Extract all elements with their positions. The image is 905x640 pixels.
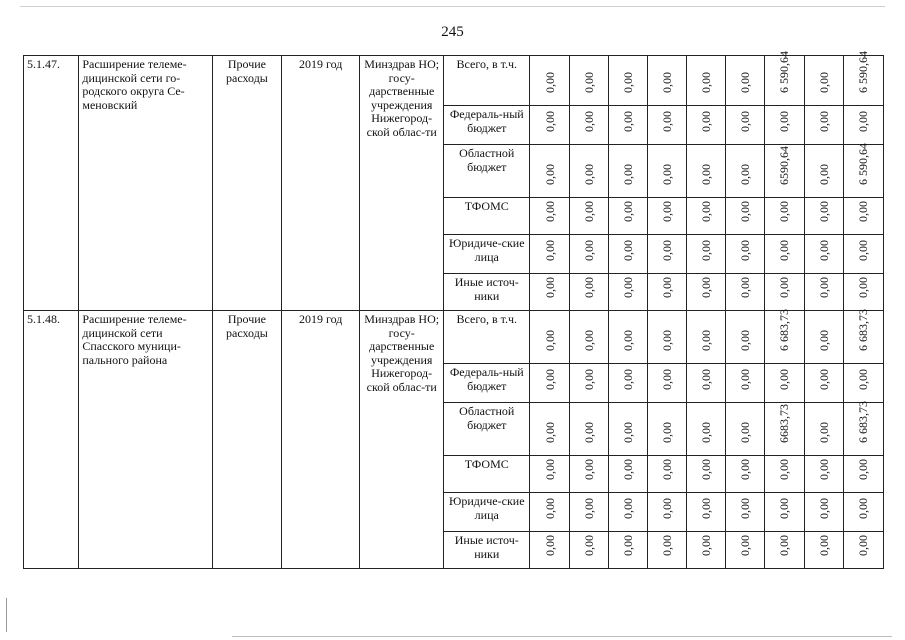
row-year: 2019 год — [282, 311, 360, 569]
value-cell — [804, 364, 843, 403]
value-cell — [804, 311, 843, 364]
value-cell — [530, 493, 570, 532]
margin-mark — [6, 598, 7, 632]
value-cell — [570, 106, 609, 145]
value-text: 0,00 — [816, 498, 831, 519]
value-cell — [530, 56, 570, 106]
value-cell — [570, 198, 609, 235]
value-text: 0,00 — [621, 164, 636, 185]
value-cell — [648, 311, 687, 364]
value-text: 0,00 — [738, 277, 752, 298]
value-text: 6683,73 — [777, 404, 792, 443]
value-cell — [687, 532, 726, 569]
value-text: 0,00 — [582, 535, 597, 556]
value-text: 0,00 — [738, 369, 752, 390]
source-name: Федераль-ный бюджет — [444, 106, 530, 145]
value-cell — [804, 274, 843, 311]
value-text: 0,00 — [621, 201, 636, 222]
value-cell — [609, 493, 648, 532]
table-row — [24, 56, 884, 106]
value-text: 6 590,64 — [856, 143, 871, 185]
value-cell — [843, 51, 883, 106]
value-text: 0,00 — [621, 369, 636, 390]
value-cell — [764, 403, 804, 456]
value-text: 0,00 — [660, 201, 675, 222]
value-text: 0,00 — [699, 369, 714, 390]
value-text: 0,00 — [738, 201, 752, 222]
value-cell — [843, 198, 883, 235]
value-cell — [570, 145, 609, 198]
value-cell — [726, 364, 765, 403]
value-cell — [764, 198, 804, 235]
row-category: Прочие расходы — [212, 311, 282, 569]
value-cell — [764, 456, 804, 493]
value-cell — [726, 198, 765, 235]
value-text: 0,00 — [542, 498, 557, 519]
source-name: Областной бюджет — [444, 145, 530, 198]
budget-table — [23, 51, 884, 569]
value-text: 0,00 — [542, 459, 557, 480]
value-text: 0,00 — [816, 164, 831, 185]
value-text: 0,00 — [738, 535, 752, 556]
row-executor: Минздрав НО; госу-дарственные учреждения Нижегород-ской облас-ти — [360, 311, 444, 569]
value-text: 0,00 — [699, 330, 714, 351]
value-cell — [764, 364, 804, 403]
value-cell — [530, 403, 570, 456]
value-text: 0,00 — [542, 369, 557, 390]
value-text: 0,00 — [738, 164, 752, 185]
value-cell — [764, 51, 804, 106]
value-text: 0,00 — [856, 201, 871, 222]
value-text: 0,00 — [856, 498, 871, 519]
value-text: 0,00 — [699, 111, 714, 132]
value-cell — [609, 456, 648, 493]
value-text: 0,00 — [542, 201, 557, 222]
value-text: 0,00 — [699, 535, 714, 556]
value-text: 0,00 — [699, 201, 714, 222]
value-cell — [687, 311, 726, 364]
value-cell — [726, 56, 765, 106]
row-title: Расширение телеме-дицинской сети го-родского округа Се-меновский — [79, 56, 212, 311]
row-executor: Минздрав НО; госу-дарственные учреждения Нижегород-ской облас-ти — [360, 56, 444, 311]
table-row — [24, 311, 884, 364]
value-cell — [843, 403, 883, 456]
value-cell — [726, 235, 765, 274]
value-text: 0,00 — [582, 72, 597, 93]
value-cell — [570, 532, 609, 569]
row-number: 5.1.47. — [24, 56, 79, 311]
value-text: 0,00 — [777, 535, 792, 556]
value-text: 0,00 — [582, 201, 597, 222]
value-text: 0,00 — [777, 498, 792, 519]
value-cell — [648, 403, 687, 456]
value-cell — [843, 493, 883, 532]
value-cell — [530, 364, 570, 403]
top-rule — [20, 6, 885, 7]
value-text: 0,00 — [738, 422, 752, 443]
source-name: Иные источ-ники — [444, 274, 530, 311]
value-cell — [648, 56, 687, 106]
value-text: 0,00 — [621, 459, 636, 480]
value-text: 0,00 — [856, 111, 871, 132]
value-cell — [570, 311, 609, 364]
value-text: 0,00 — [660, 330, 675, 351]
value-cell — [804, 403, 843, 456]
value-cell — [804, 56, 843, 106]
value-text: 0,00 — [856, 459, 871, 480]
value-cell — [804, 106, 843, 145]
value-cell — [530, 235, 570, 274]
value-text: 0,00 — [582, 498, 597, 519]
value-cell — [764, 274, 804, 311]
value-cell — [764, 106, 804, 145]
value-text: 6590,64 — [777, 146, 792, 185]
value-cell — [843, 311, 883, 364]
value-text: 0,00 — [542, 422, 557, 443]
value-cell — [804, 532, 843, 569]
source-name: ТФОМС — [444, 456, 530, 493]
value-text: 0,00 — [699, 72, 714, 93]
value-cell — [648, 235, 687, 274]
value-cell — [726, 274, 765, 311]
value-text: 0,00 — [816, 535, 831, 556]
value-cell — [687, 403, 726, 456]
value-text: 0,00 — [542, 535, 557, 556]
value-cell — [570, 456, 609, 493]
value-text: 0,00 — [777, 201, 792, 222]
value-text: 6 683,73 — [777, 309, 792, 351]
value-cell — [609, 106, 648, 145]
value-cell — [843, 532, 883, 569]
value-cell — [648, 274, 687, 311]
value-cell — [687, 235, 726, 274]
value-cell — [687, 274, 726, 311]
value-text: 0,00 — [816, 201, 831, 222]
source-name: Юридиче-ские лица — [444, 493, 530, 532]
value-cell — [648, 106, 687, 145]
value-text: 0,00 — [738, 240, 752, 261]
value-cell — [726, 106, 765, 145]
value-cell — [609, 311, 648, 364]
value-text: 0,00 — [621, 498, 636, 519]
value-text: 0,00 — [660, 111, 675, 132]
value-text: 0,00 — [621, 72, 636, 93]
value-text: 0,00 — [777, 459, 792, 480]
value-text: 0,00 — [582, 369, 597, 390]
page-number: 245 — [441, 24, 464, 40]
value-text: 0,00 — [660, 240, 675, 261]
value-cell — [687, 106, 726, 145]
value-text: 0,00 — [660, 72, 675, 93]
value-cell — [609, 403, 648, 456]
value-cell — [609, 198, 648, 235]
value-text: 0,00 — [542, 164, 557, 185]
value-text: 0,00 — [816, 277, 831, 298]
row-number: 5.1.48. — [24, 311, 79, 569]
value-text: 0,00 — [621, 535, 636, 556]
value-text: 0,00 — [856, 240, 871, 261]
value-cell — [609, 364, 648, 403]
value-cell — [764, 493, 804, 532]
value-text: 0,00 — [816, 240, 831, 261]
value-cell — [530, 532, 570, 569]
value-cell — [804, 456, 843, 493]
value-cell — [687, 493, 726, 532]
value-cell — [648, 364, 687, 403]
value-cell — [609, 274, 648, 311]
value-text: 0,00 — [660, 369, 675, 390]
value-text: 0,00 — [738, 72, 752, 93]
value-cell — [764, 235, 804, 274]
value-text: 6 590,64 — [856, 51, 871, 93]
value-cell — [687, 456, 726, 493]
value-text: 0,00 — [738, 459, 752, 480]
value-cell — [804, 235, 843, 274]
value-text: 0,00 — [816, 111, 831, 132]
value-text: 0,00 — [582, 422, 597, 443]
row-category: Прочие расходы — [212, 56, 282, 311]
value-cell — [726, 493, 765, 532]
value-text: 0,00 — [582, 164, 597, 185]
value-text: 0,00 — [621, 330, 636, 351]
value-cell — [530, 456, 570, 493]
value-text: 0,00 — [738, 498, 752, 519]
value-cell — [570, 274, 609, 311]
value-text: 0,00 — [816, 369, 831, 390]
value-cell — [843, 145, 883, 198]
value-text: 0,00 — [699, 498, 714, 519]
value-cell — [726, 403, 765, 456]
value-cell — [764, 145, 804, 198]
value-text: 0,00 — [582, 111, 597, 132]
value-cell — [648, 198, 687, 235]
value-text: 0,00 — [738, 330, 752, 351]
value-text: 0,00 — [542, 277, 557, 298]
source-name: Юридиче-ские лица — [444, 235, 530, 274]
value-text: 0,00 — [582, 459, 597, 480]
value-text: 0,00 — [856, 535, 871, 556]
value-cell — [609, 532, 648, 569]
value-text: 0,00 — [660, 164, 675, 185]
bottom-rule — [232, 636, 892, 637]
source-name: Областной бюджет — [444, 403, 530, 456]
value-cell — [687, 198, 726, 235]
value-text: 0,00 — [542, 240, 557, 261]
value-cell — [804, 145, 843, 198]
value-text: 0,00 — [660, 277, 675, 298]
value-cell — [764, 532, 804, 569]
value-text: 0,00 — [621, 111, 636, 132]
value-cell — [570, 56, 609, 106]
value-cell — [570, 235, 609, 274]
source-name: Иные источ-ники — [444, 532, 530, 569]
row-title: Расширение телеме-дицинской сети Спасского муници-пального района — [79, 311, 212, 569]
value-text: 0,00 — [542, 111, 557, 132]
value-text: 0,00 — [777, 240, 792, 261]
value-text: 0,00 — [816, 330, 831, 351]
value-cell — [726, 456, 765, 493]
value-cell — [530, 106, 570, 145]
value-text: 0,00 — [777, 111, 792, 132]
value-cell — [609, 56, 648, 106]
value-cell — [609, 145, 648, 198]
value-cell — [530, 145, 570, 198]
value-text: 0,00 — [621, 240, 636, 261]
value-cell — [843, 364, 883, 403]
value-cell — [843, 274, 883, 311]
value-text: 0,00 — [777, 369, 792, 390]
value-text: 0,00 — [542, 72, 557, 93]
value-text: 0,00 — [856, 369, 871, 390]
value-cell — [687, 145, 726, 198]
value-text: 0,00 — [816, 459, 831, 480]
value-cell — [530, 198, 570, 235]
value-text: 0,00 — [816, 72, 831, 93]
source-name: Всего, в т.ч. — [444, 311, 530, 364]
source-name: ТФОМС — [444, 198, 530, 235]
value-cell — [609, 235, 648, 274]
value-text: 0,00 — [699, 459, 714, 480]
value-cell — [570, 493, 609, 532]
source-name: Всего, в т.ч. — [444, 56, 530, 106]
value-text: 0,00 — [699, 240, 714, 261]
table-body — [24, 51, 884, 569]
value-text: 0,00 — [582, 330, 597, 351]
value-cell — [804, 198, 843, 235]
value-cell — [843, 456, 883, 493]
value-cell — [648, 145, 687, 198]
value-text: 0,00 — [621, 277, 636, 298]
value-text: 0,00 — [582, 277, 597, 298]
value-text: 6 683,73 — [856, 401, 871, 443]
value-cell — [726, 311, 765, 364]
value-cell — [570, 403, 609, 456]
value-cell — [843, 106, 883, 145]
value-text: 0,00 — [738, 111, 752, 132]
value-text: 0,00 — [816, 422, 831, 443]
value-text: 0,00 — [582, 240, 597, 261]
value-text: 0,00 — [660, 459, 675, 480]
value-cell — [726, 532, 765, 569]
value-cell — [530, 311, 570, 364]
value-cell — [804, 493, 843, 532]
value-text: 0,00 — [699, 422, 714, 443]
value-text: 0,00 — [660, 498, 675, 519]
value-cell — [687, 364, 726, 403]
value-text: 0,00 — [660, 535, 675, 556]
value-cell — [843, 235, 883, 274]
value-text: 0,00 — [699, 164, 714, 185]
source-name: Федераль-ный бюджет — [444, 364, 530, 403]
value-text: 0,00 — [621, 422, 636, 443]
value-text: 0,00 — [660, 422, 675, 443]
value-cell — [530, 274, 570, 311]
value-cell — [648, 532, 687, 569]
value-cell — [726, 145, 765, 198]
value-text: 6 683,73 — [856, 309, 871, 351]
value-cell — [648, 456, 687, 493]
value-text: 0,00 — [699, 277, 714, 298]
value-cell — [570, 364, 609, 403]
row-year: 2019 год — [282, 56, 360, 311]
value-cell — [687, 56, 726, 106]
value-text: 0,00 — [777, 277, 792, 298]
value-cell — [764, 311, 804, 364]
value-text: 0,00 — [542, 330, 557, 351]
value-text: 6 590,64 — [777, 51, 792, 93]
value-text: 0,00 — [856, 277, 871, 298]
value-cell — [648, 493, 687, 532]
